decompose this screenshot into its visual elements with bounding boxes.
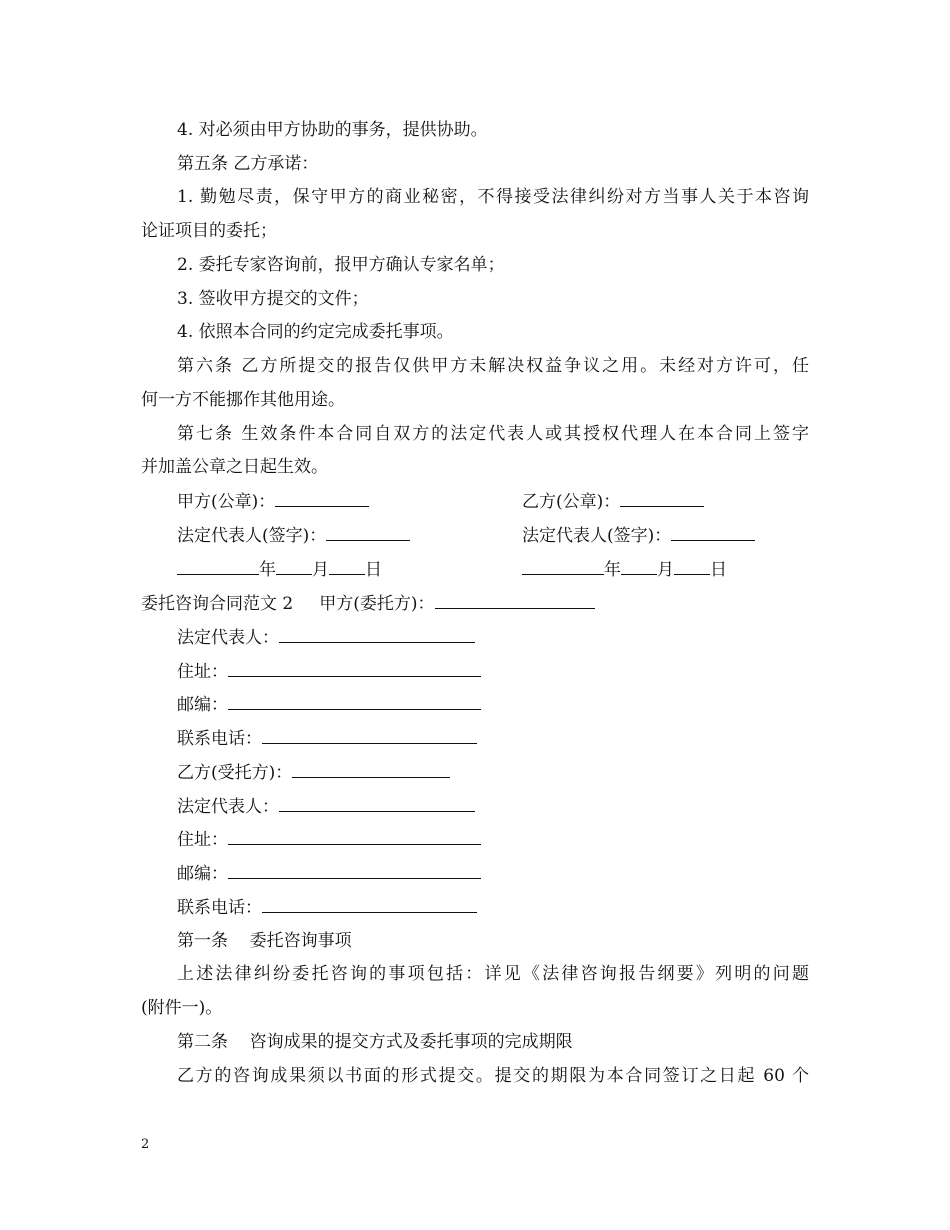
day-label: 日 (365, 560, 382, 580)
sample-title-line (141, 592, 595, 615)
day-label: 日 (710, 560, 727, 580)
sample-title: 委托咨询合同范文 2 (141, 594, 294, 614)
clause-line: 1. 勤勉尽责，保守甲方的商业秘密，不得接受法律纠纷对方当事人关于本咨询 (177, 187, 809, 207)
fill-blank (279, 795, 475, 812)
party-a-date (177, 558, 382, 581)
year-label: 年 (259, 560, 276, 580)
signature-blank (620, 490, 704, 507)
field-label: 邮编： (177, 864, 228, 884)
field-label: 联系电话： (177, 898, 262, 918)
party-a-seal (177, 490, 369, 513)
article-line: 并加盖公章之日起生效。 (141, 457, 328, 477)
clause-line: 论证项目的委托； (141, 221, 277, 241)
party-a-client-label: 甲方(委托方)： (319, 594, 435, 614)
article-line: 第六条 乙方所提交的报告仅供甲方未解决权益争议之用。未经对方许可，任 (177, 356, 809, 376)
field-address (177, 660, 481, 683)
fill-blank (435, 592, 595, 609)
signature-blank (275, 490, 369, 507)
field-party-b (177, 761, 450, 784)
field-label: 联系电话： (177, 729, 262, 749)
article-heading: 第二条 咨询成果的提交方式及委托事项的完成期限 (177, 1032, 573, 1052)
field-legal-rep (177, 626, 475, 649)
article-heading: 第五条 乙方承诺： (177, 154, 319, 174)
party-b-seal-label: 乙方(公章)： (522, 492, 621, 512)
field-legal-rep (177, 795, 475, 818)
field-label: 乙方(受托方)： (177, 763, 293, 783)
year-label: 年 (604, 560, 621, 580)
clause-line: 3. 签收甲方提交的文件； (177, 289, 369, 309)
fill-blank (262, 727, 477, 744)
field-phone (177, 896, 477, 919)
field-phone (177, 727, 477, 750)
field-postcode (177, 862, 481, 885)
party-b-date (522, 558, 727, 581)
day-blank (329, 558, 365, 575)
field-postcode (177, 693, 481, 716)
party-b-rep-label: 法定代表人(签字)： (522, 526, 672, 546)
signature-blank (326, 524, 410, 541)
article-heading: 第一条 委托咨询事项 (177, 931, 352, 951)
fill-blank (262, 896, 477, 913)
signature-blank (671, 524, 755, 541)
month-blank (276, 558, 312, 575)
fill-blank (228, 693, 481, 710)
article-line: 何一方不能挪作其他用途。 (141, 390, 345, 410)
fill-blank (279, 626, 475, 643)
month-label: 月 (312, 560, 329, 580)
article-line: (附件一)。 (141, 998, 223, 1018)
article-line: 上述法律纠纷委托咨询的事项包括：详见《法律咨询报告纲要》列明的问题 (177, 964, 809, 984)
clause-line: 4. 依照本合同的约定完成委托事项。 (177, 322, 454, 342)
field-label: 法定代表人： (177, 628, 279, 648)
fill-blank (228, 862, 481, 879)
month-label: 月 (657, 560, 674, 580)
article-line: 第七条 生效条件本合同自双方的法定代表人或其授权代理人在本合同上签字 (177, 424, 809, 444)
article-line: 乙方的咨询成果须以书面的形式提交。提交的期限为本合同签订之日起 60 个 (177, 1066, 809, 1086)
party-a-rep-label: 法定代表人(签字)： (177, 526, 327, 546)
month-blank (621, 558, 657, 575)
field-address (177, 828, 481, 851)
day-blank (674, 558, 710, 575)
page-number: 2 (141, 1137, 150, 1152)
party-b-rep (522, 524, 755, 547)
field-label: 法定代表人： (177, 797, 279, 817)
field-label: 住址： (177, 662, 228, 682)
fill-blank (228, 828, 481, 845)
clause-line: 2. 委托专家咨询前，报甲方确认专家名单； (177, 255, 505, 275)
party-a-seal-label: 甲方(公章)： (177, 492, 276, 512)
fill-blank (228, 660, 481, 677)
year-blank (177, 558, 259, 575)
clause-line: 4. 对必须由甲方协助的事务，提供协助。 (177, 120, 488, 140)
year-blank (522, 558, 604, 575)
field-label: 住址： (177, 830, 228, 850)
field-label: 邮编： (177, 695, 228, 715)
party-b-seal (522, 490, 704, 513)
party-a-rep (177, 524, 410, 547)
fill-blank (292, 761, 450, 778)
